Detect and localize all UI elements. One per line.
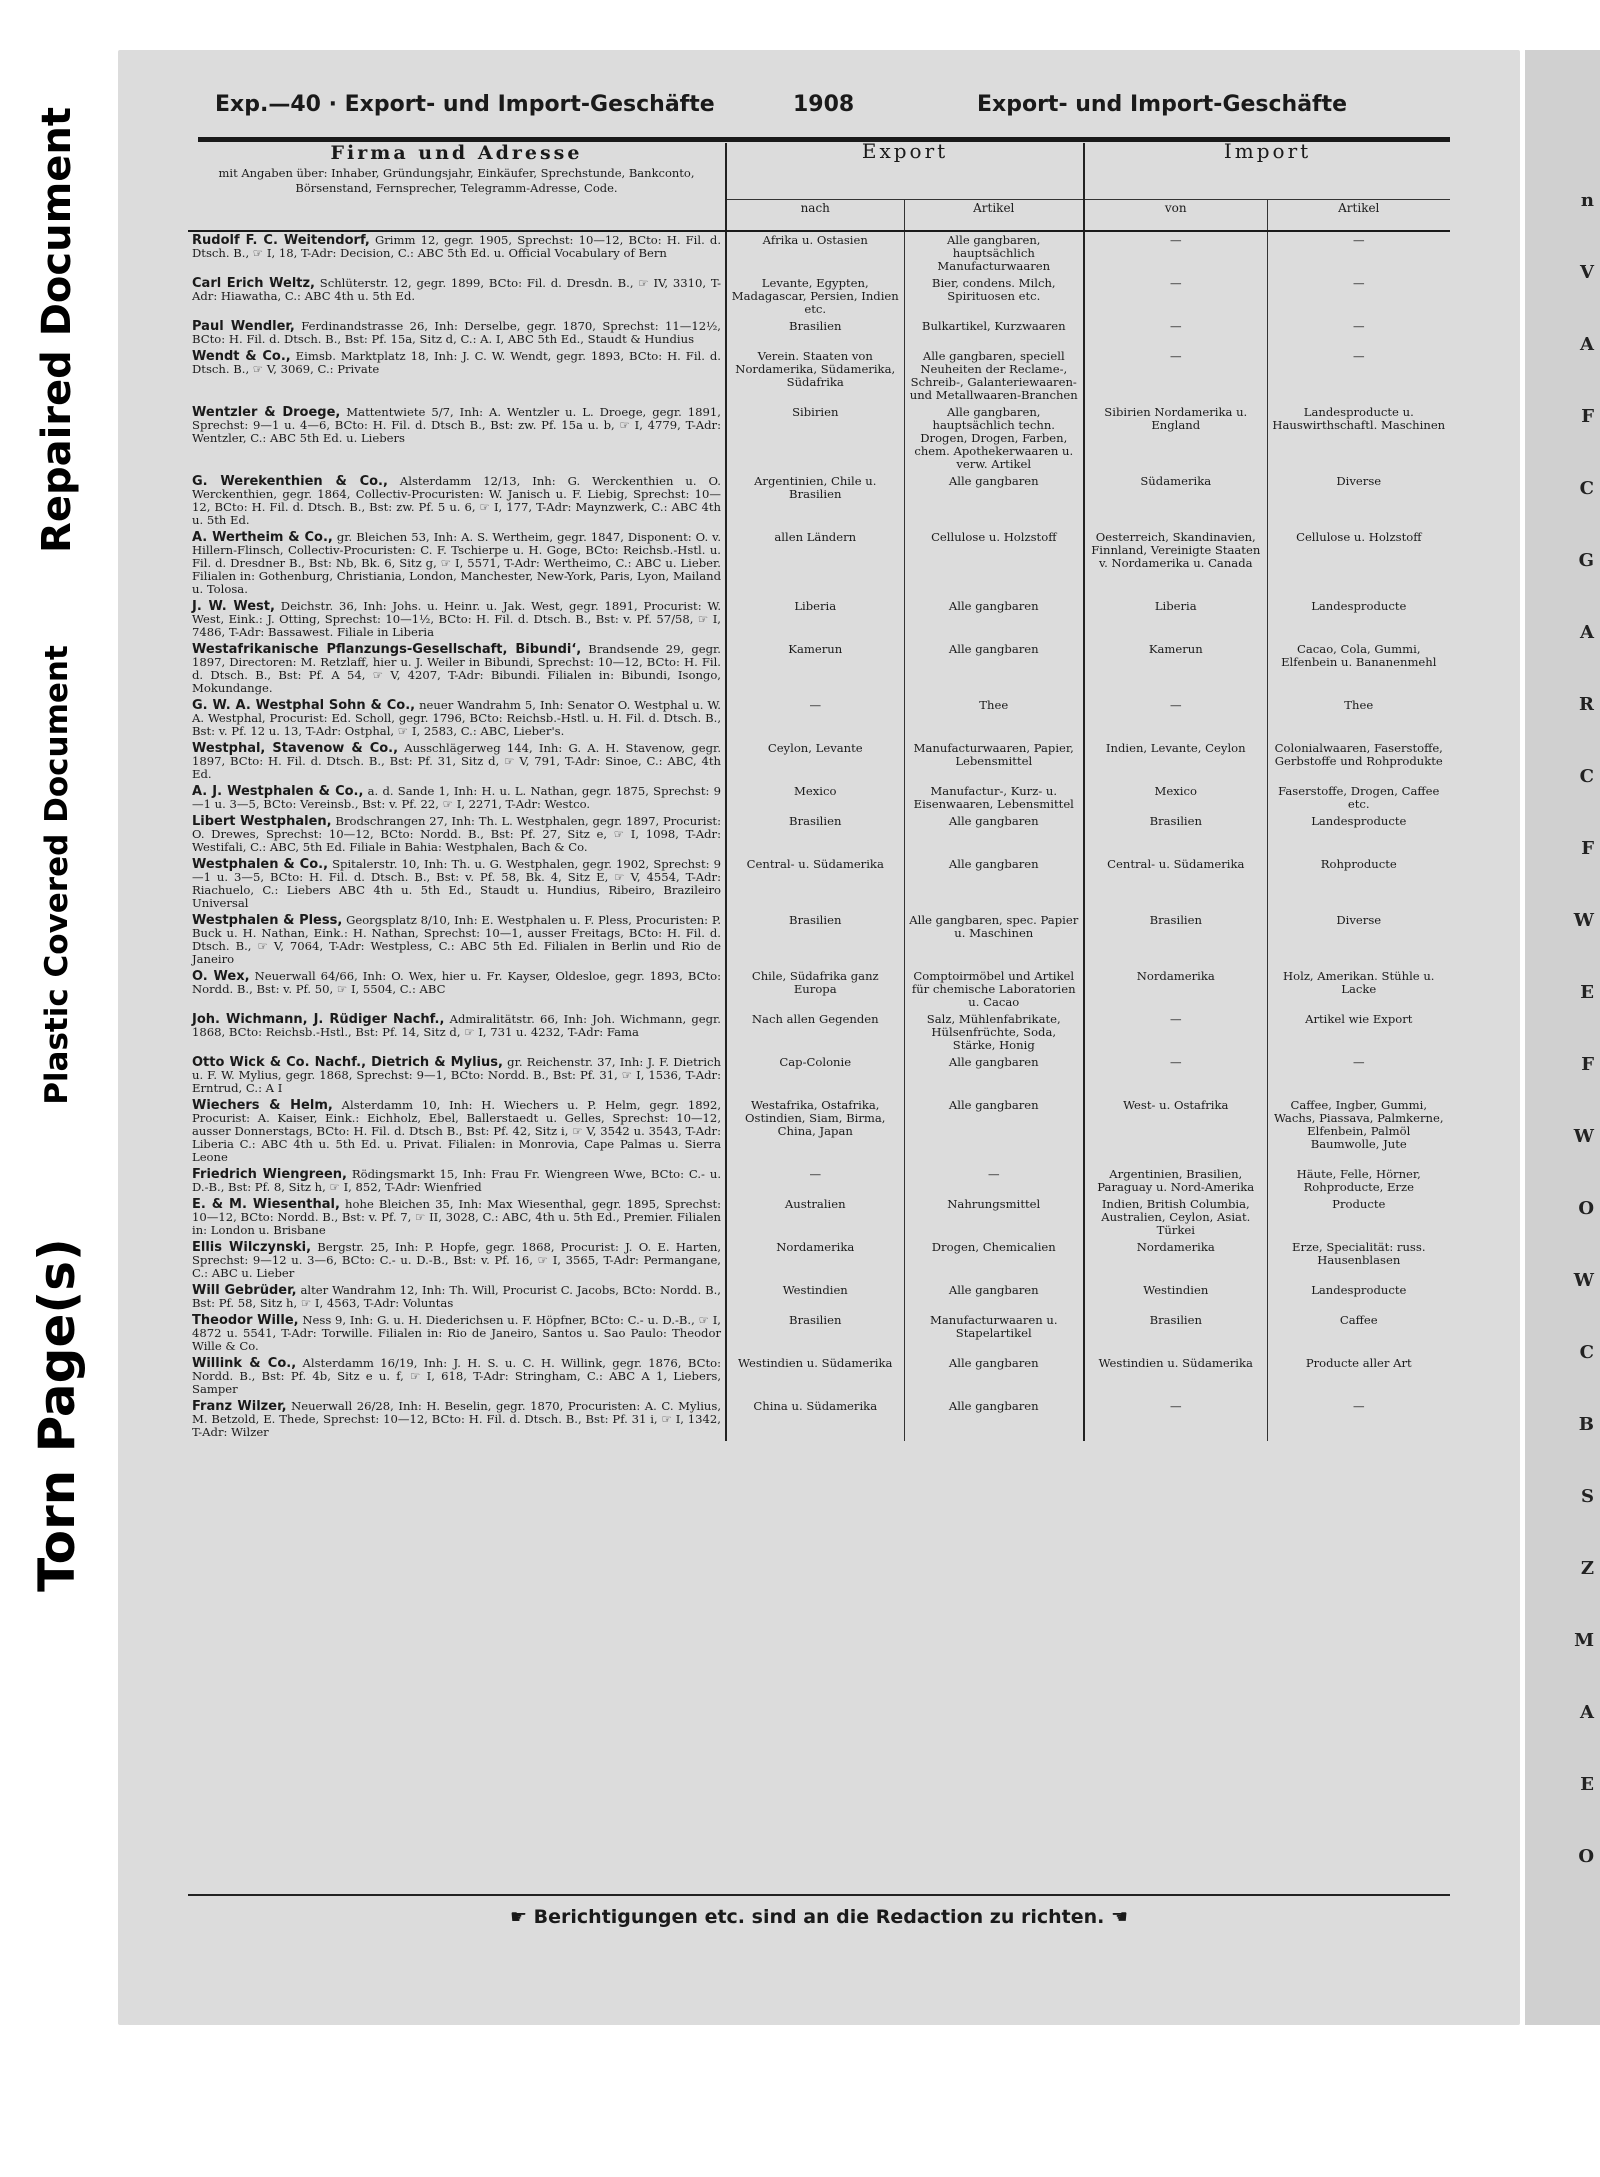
export-destination: Westindien u. Südamerika (726, 1355, 904, 1398)
table-row (188, 641, 1450, 697)
firm-details: Admiralitätstr. 66, Inh: Joh. Wichmann, gegr. 1868, BCto: Reichsb.-Hstl., Bst: Pf. 14, Sitz d, ☞ I, 731 u. 4232, T-Adr: Fama (192, 1012, 721, 1039)
adjacent-page-letter: E (1580, 982, 1594, 1003)
firm-details: Eimsb. Marktplatz 18, Inh: J. C. W. Wendt, gegr. 1893, BCto: H. Fil. d. Dtsch. B., ☞ V, 3069, C.: Private (192, 349, 721, 376)
export-destination: — (726, 697, 904, 740)
import-origin: Mexico (1084, 783, 1267, 813)
adjacent-page-letter: n (1580, 190, 1594, 211)
firm-name: Paul Wendler, (192, 319, 295, 334)
firm-entry (188, 641, 726, 697)
import-origin: Nordamerika (1084, 968, 1267, 1011)
page-header (215, 92, 1445, 128)
import-articles: — (1267, 275, 1450, 318)
import-articles: Colonialwaaren, Faserstoffe, Gerbstoffe und Rohprodukte (1267, 740, 1450, 783)
import-origin: Brasilien (1084, 912, 1267, 968)
firm-details: Alsterdamm 12/13, Inh: G. Werckenthien u. O. Werckenthien, gegr. 1864, Collectiv-Procuristen: W. Janisch u. F. Liebig, Sprechst: 10—12, BCto: H. Fil. d. Dtsch. B., Bst: zw. Pf. 5 u. 6, ☞ I, 177, T-Adr: Maynzwerk, C.: ABC 4th u. 5th Ed. (192, 474, 721, 527)
adjacent-page-letter: R (1579, 694, 1594, 715)
firm-entry (188, 1054, 726, 1097)
import-articles: Landesproducte (1267, 598, 1450, 641)
firm-entry (188, 598, 726, 641)
firm-name: Wiechers & Helm, (192, 1098, 333, 1113)
firm-details: Ferdinandstrasse 26, Inh: Derselbe, gegr. 1870, Sprechst: 11—12½, BCto: H. Fil. d. Dtsch. B., Bst: Pf. 15a, Sitz d, C.: A. I, ABC 5th Ed., Staudt & Hundius (192, 319, 721, 346)
adjacent-page-letter: Z (1580, 1558, 1594, 1579)
export-destination: Sibirien (726, 404, 904, 473)
import-origin: — (1084, 231, 1267, 275)
import-origin: Kamerun (1084, 641, 1267, 697)
firm-details: Rödingsmarkt 15, Inh: Frau Fr. Wiengreen Wwe, BCto: C.- u. D.-B., Bst: Pf. 8, Sitz h, ☞ I, 852, T-Adr: Wienfried (192, 1167, 721, 1194)
firm-entry (188, 1312, 726, 1355)
export-articles: Nahrungsmittel (904, 1196, 1084, 1239)
adjacent-page-letter: B (1578, 1414, 1594, 1435)
export-destination: Central- u. Südamerika (726, 856, 904, 912)
firm-entry (188, 697, 726, 740)
table-row (188, 1166, 1450, 1196)
adjacent-page-letter: S (1581, 1486, 1594, 1507)
import-articles: Holz, Amerikan. Stühle u. Lacke (1267, 968, 1450, 1011)
firm-name: E. & M. Wiesenthal, (192, 1197, 340, 1212)
export-articles: Alle gangbaren, hauptsächlich Manufacturwaaren (904, 231, 1084, 275)
import-articles: Rohproducte (1267, 856, 1450, 912)
firm-name: O. Wex, (192, 969, 250, 984)
firm-entry (188, 1282, 726, 1312)
firm-entry (188, 473, 726, 529)
export-articles: Alle gangbaren, hauptsächlich techn. Drogen, Drogen, Farben, chem. Apothekerwaaren u. verw. Artikel (904, 404, 1084, 473)
adjacent-page-letter: W (1573, 1126, 1594, 1147)
export-destination: Levante, Egypten, Madagascar, Persien, Indien etc. (726, 275, 904, 318)
firm-column-header (188, 143, 726, 231)
firm-details: Alsterdamm 16/19, Inh: J. H. S. u. C. H. Willink, gegr. 1876, BCto: Nordd. B., Bst: Pf. 4b, Sitz e u. f, ☞ I, 618, T-Adr: Stringham, C.: ABC A 1, Liebers, Samper (192, 1356, 721, 1396)
export-articles: Bulkartikel, Kurzwaaren (904, 318, 1084, 348)
table-row (188, 348, 1450, 404)
firm-name: Wendt & Co., (192, 349, 291, 364)
export-destination: China u. Südamerika (726, 1398, 904, 1441)
import-header: Import (1084, 143, 1450, 200)
import-origin: Sibirien Nordamerika u. England (1084, 404, 1267, 473)
export-artikel-header: Artikel (904, 200, 1084, 232)
firm-entry (188, 740, 726, 783)
repaired-document-label: Repaired Document (34, 107, 80, 553)
firm-details: Mattentwiete 5/7, Inh: A. Wentzler u. L. Droege, gegr. 1891, Sprechst: 9—1 u. 4—6, BCto: H. Fil. d. Dtsch B., Bst: zw. Pf. 15a u. b, ☞ I, 4779, T-Adr: Wentzler, C.: ABC 5th Ed. u. Liebers (192, 405, 721, 445)
adjacent-page-letter: E (1580, 1774, 1594, 1795)
import-articles: Landesproducte u. Hauswirthschaftl. Maschinen (1267, 404, 1450, 473)
firm-entry (188, 783, 726, 813)
firm-entry (188, 1196, 726, 1239)
import-articles: Producte (1267, 1196, 1450, 1239)
firm-entry (188, 1011, 726, 1054)
firm-details: hohe Bleichen 35, Inh: Max Wiesenthal, gegr. 1895, Sprechst: 10—12, BCto: Nordd. B., Bst: v. Pf. 7, ☞ II, 3028, C.: ABC, 4th u. 5th Ed., Premier. Filialen in: London u. Brisbane (192, 1197, 722, 1237)
import-articles: Artikel wie Export (1267, 1011, 1450, 1054)
export-destination: Australien (726, 1196, 904, 1239)
firm-name: G. W. A. Westphal Sohn & Co., (192, 698, 416, 713)
export-destination: Cap-Colonie (726, 1054, 904, 1097)
import-origin: Central- u. Südamerika (1084, 856, 1267, 912)
torn-pages-label: Torn Page(s) (28, 1238, 86, 1592)
import-origin: — (1084, 697, 1267, 740)
firm-details: Alsterdamm 10, Inh: H. Wiechers u. P. Helm, gegr. 1892, Procurist: A. Kaiser, Eink.: Eichholz, Ebel, Ballerstaedt u. Gelles, Sprechst: 10—12, ausser Donnerstags, BCto: H. Fil. d. Dtsch B., Bst: Pf. 42, Sitz i, ☞ V, 3542 u. 3543, T-Adr: Liberia C.: ABC 4th u. 5th Ed. u. Privat. Filialen: in Monrovia, Cape Palmas u. Sierra Leone (192, 1098, 722, 1164)
header-right: Export- und Import-Geschäfte (977, 92, 1348, 117)
firm-name: Westphal, Stavenow & Co., (192, 741, 399, 756)
firm-name: Willink & Co., (192, 1356, 297, 1371)
firm-name: Westphalen & Pless, (192, 913, 343, 928)
table-row (188, 813, 1450, 856)
footer-note: ☛ Berichtigungen etc. sind an die Redaction zu richten. ☚ (510, 1906, 1128, 1928)
firm-name: Westafrikanische Pflanzungs-Gesellschaft, Bibundi‘, (192, 642, 582, 657)
import-articles: — (1267, 1054, 1450, 1097)
import-origin: Indien, Levante, Ceylon (1084, 740, 1267, 783)
firm-details: Neuerwall 64/66, Inh: O. Wex, hier u. Fr. Kayser, Oldesloe, gegr. 1893, BCto: Nordd. B., Bst: v. Pf. 50, ☞ I, 5504, C.: ABC (192, 969, 721, 996)
adjacent-page-letter: W (1573, 910, 1594, 931)
import-origin: — (1084, 275, 1267, 318)
export-destination: Argentinien, Chile u. Brasilien (726, 473, 904, 529)
import-origin: Brasilien (1084, 1312, 1267, 1355)
firm-name: Rudolf F. C. Weitendorf, (192, 233, 370, 248)
firm-details: Ness 9, Inh: G. u. H. Diederichsen u. F. Höpfner, BCto: C.- u. D.-B., ☞ I, 4872 u. 5541, T-Adr: Torwille. Filialen in: Rio de Janeiro, Santos u. Sao Paulo: Theodor Wille & Co. (192, 1313, 721, 1353)
import-articles: Diverse (1267, 473, 1450, 529)
import-articles: Caffee, Ingber, Gummi, Wachs, Piassava, Palmkerne, Elfenbein, Palmöl Baumwolle, Jute (1267, 1097, 1450, 1166)
firm-details: gr. Reichenstr. 37, Inh: J. F. Dietrich u. F. W. Mylius, gegr. 1868, Sprechst: 9—1, BCto: Nordd. B., Bst: Pf. 31, ☞ I, 1536, T-Adr: Erntrud, C.: A I (192, 1055, 721, 1095)
import-articles: Diverse (1267, 912, 1450, 968)
firm-details: Bergstr. 25, Inh: P. Hopfe, gegr. 1868, Procurist: J. O. E. Harten, Sprechst: 9—12 u. 3—6, BCto: C.- u. D.-B., Bst: v. Pf. 16, ☞ I, 3565, T-Adr: Permangane, C.: ABC u. Lieber (192, 1240, 722, 1280)
firm-entry (188, 1398, 726, 1441)
firm-details: Georgsplatz 8/10, Inh: E. Westphalen u. F. Pless, Procuristen: P. Buck u. H. Nathan, Eink.: H. Nathan, Sprechst: 10—1, ausser Freitags, BCto: H. Fil. d. Dtsch. B., ☞ V, 7064, T-Adr: Westpless, C.: ABC 5th Ed. Filialen in Berlin und Rio de Janeiro (192, 913, 721, 966)
import-artikel-header: Artikel (1267, 200, 1450, 232)
firm-entry (188, 231, 726, 275)
export-articles: Manufactur-, Kurz- u. Eisenwaaren, Lebensmittel (904, 783, 1084, 813)
export-articles: Manufacturwaaren u. Stapelartikel (904, 1312, 1084, 1355)
firm-entry (188, 348, 726, 404)
import-articles: Häute, Felle, Hörner, Rohproducte, Erze (1267, 1166, 1450, 1196)
table-row (188, 529, 1450, 598)
export-articles: Comptoirmöbel und Artikel für chemische Laboratorien u. Cacao (904, 968, 1084, 1011)
export-destination: Kamerun (726, 641, 904, 697)
import-origin: Brasilien (1084, 813, 1267, 856)
import-origin: Westindien u. Südamerika (1084, 1355, 1267, 1398)
export-destination: Mexico (726, 783, 904, 813)
firm-title: Firma und Adresse (330, 142, 583, 164)
firm-details: Brodschrangen 27, Inh: Th. L. Westphalen, gegr. 1897, Procurist: O. Drewes, Sprechst: 10—12, BCto: Nordd. B., Bst: Pf. 27, Sitz e, ☞ I, 1098, T-Adr: Westifali, C.: ABC, 5th Ed. Filiale in Bahia: Westphalen, Bach & Co. (192, 814, 721, 854)
firm-details: Grimm 12, gegr. 1905, Sprechst: 10—12, BCto: H. Fil. d. Dtsch. B., ☞ I, 18, T-Adr: Decision, C.: ABC 5th Ed. u. Official Vocabulary of Bern (192, 233, 722, 260)
firm-name: Ellis Wilczynski, (192, 1240, 312, 1255)
export-articles: Alle gangbaren (904, 856, 1084, 912)
import-origin: Nordamerika (1084, 1239, 1267, 1282)
table-row (188, 1355, 1450, 1398)
import-articles: Cacao, Cola, Gummi, Elfenbein u. Bananenmehl (1267, 641, 1450, 697)
firm-name: Theodor Wille, (192, 1313, 299, 1328)
import-articles: — (1267, 1398, 1450, 1441)
table-row (188, 231, 1450, 275)
firm-name: Carl Erich Weltz, (192, 276, 315, 291)
firm-name: Franz Wilzer, (192, 1399, 287, 1414)
export-articles: Drogen, Chemicalien (904, 1239, 1084, 1282)
export-articles: Alle gangbaren (904, 641, 1084, 697)
export-articles: Alle gangbaren (904, 473, 1084, 529)
import-articles: Thee (1267, 697, 1450, 740)
adjacent-page-letter: F (1581, 1054, 1594, 1075)
firm-name: Will Gebrüder, (192, 1283, 297, 1298)
export-destination: Brasilien (726, 1312, 904, 1355)
firm-entry (188, 1355, 726, 1398)
adjacent-page-letter: A (1580, 622, 1594, 643)
export-destination: allen Ländern (726, 529, 904, 598)
import-origin: West- u. Ostafrika (1084, 1097, 1267, 1166)
header-year: 1908 (793, 92, 855, 117)
table-row (188, 473, 1450, 529)
export-articles: Alle gangbaren (904, 813, 1084, 856)
export-destination: Liberia (726, 598, 904, 641)
export-articles: Manufacturwaaren, Papier, Lebensmittel (904, 740, 1084, 783)
bottom-rule (188, 1894, 1450, 1896)
export-destination: — (726, 1166, 904, 1196)
export-destination: Nach allen Gegenden (726, 1011, 904, 1054)
firm-entry (188, 856, 726, 912)
firm-details: a. d. Sande 1, Inh: H. u. L. Nathan, gegr. 1875, Sprechst: 9—1 u. 3—5, BCto: Vereinsb., Bst: v. Pf. 22, ☞ I, 2271, T-Adr: Westco. (192, 784, 722, 811)
firm-entry (188, 1239, 726, 1282)
import-origin: Argentinien, Brasilien, Paraguay u. Nord-Amerika (1084, 1166, 1267, 1196)
firm-entry (188, 318, 726, 348)
plastic-covered-label: Plastic Covered Document (39, 645, 75, 1105)
firm-details: Brandsende 29, gegr. 1897, Directoren: M. Retzlaff, hier u. J. Weiler in Bibundi, Sprechst: 10—12, BCto: H. Fil. d. Dtsch. B., Bst: Pf. A 54, ☞ V, 4207, T-Adr: Bibundi. Filialen in: Bibundi, Isongo, Mokundange. (192, 642, 721, 695)
import-articles: Faserstoffe, Drogen, Caffee etc. (1267, 783, 1450, 813)
export-destination: Westindien (726, 1282, 904, 1312)
import-origin: Oesterreich, Skandinavien, Finnland, Vereinigte Staaten v. Nordamerika u. Canada (1084, 529, 1267, 598)
export-destination: Westafrika, Ostafrika, Ostindien, Siam, Birma, China, Japan (726, 1097, 904, 1166)
table-row (188, 1196, 1450, 1239)
import-articles: Producte aller Art (1267, 1355, 1450, 1398)
table-row (188, 404, 1450, 473)
export-articles: Alle gangbaren (904, 598, 1084, 641)
import-origin: — (1084, 1398, 1267, 1441)
firm-entry (188, 404, 726, 473)
adjacent-page-letter: O (1578, 1846, 1594, 1867)
table-row (188, 1239, 1450, 1282)
adjacent-page-letter: C (1579, 766, 1594, 787)
import-articles: Erze, Specialität: russ. Hausenblasen (1267, 1239, 1450, 1282)
import-origin: Liberia (1084, 598, 1267, 641)
export-articles: Alle gangbaren (904, 1282, 1084, 1312)
firm-entry (188, 275, 726, 318)
import-articles: — (1267, 348, 1450, 404)
adjacent-page-letter: A (1580, 1702, 1594, 1723)
table-row (188, 783, 1450, 813)
import-articles: — (1267, 231, 1450, 275)
adjacent-page-letter: F (1581, 406, 1594, 427)
import-origin: — (1084, 318, 1267, 348)
export-articles: Bier, condens. Milch, Spirituosen etc. (904, 275, 1084, 318)
table-row (188, 598, 1450, 641)
import-origin: Westindien (1084, 1282, 1267, 1312)
firm-name: G. Werekenthien & Co., (192, 474, 388, 489)
export-destination: Chile, Südafrika ganz Europa (726, 968, 904, 1011)
export-articles: Alle gangbaren (904, 1398, 1084, 1441)
firm-entry (188, 912, 726, 968)
table-row (188, 856, 1450, 912)
adjacent-page-edge (1525, 50, 1600, 2025)
import-origin: Südamerika (1084, 473, 1267, 529)
firm-name: Friedrich Wiengreen, (192, 1167, 347, 1182)
table-row (188, 740, 1450, 783)
firm-entry (188, 529, 726, 598)
firm-entry (188, 968, 726, 1011)
import-articles: Caffee (1267, 1312, 1450, 1355)
firm-details: neuer Wandrahm 5, Inh: Senator O. Westphal u. W. A. Westphal, Procurist: Ed. Scholl, gegr. 1796, BCto: Reichsb.-Hstl. u. H. Fil. d. Dtsch. B., Bst: v. Pf. 12 u. 13, T-Adr: Ostphal, ☞ I, 2583, C.: ABC, Lieber's. (192, 698, 721, 738)
table-row (188, 1097, 1450, 1166)
firm-name: Libert Westphalen, (192, 814, 332, 829)
firm-entry (188, 1166, 726, 1196)
export-articles: Alle gangbaren (904, 1355, 1084, 1398)
table-row (188, 1282, 1450, 1312)
table-row (188, 275, 1450, 318)
adjacent-page-letter: C (1579, 1342, 1594, 1363)
import-articles: Cellulose u. Holzstoff (1267, 529, 1450, 598)
export-destination: Nordamerika (726, 1239, 904, 1282)
firm-entry (188, 1097, 726, 1166)
firm-details: Neuerwall 26/28, Inh: H. Beselin, gegr. 1870, Procuristen: A. C. Mylius, M. Betzold, E. Thede, Sprechst: 10—12, BCto: H. Fil. d. Dtsch. B., Bst: Pf. 31 i, ☞ I, 1342, T-Adr: Wilzer (192, 1399, 722, 1439)
export-destination: Brasilien (726, 813, 904, 856)
import-origin: — (1084, 1054, 1267, 1097)
table-row (188, 318, 1450, 348)
export-header: Export (726, 143, 1084, 200)
adjacent-page-letter: W (1573, 1270, 1594, 1291)
firm-subtitle: mit Angaben über: Inhaber, Gründungsjahr, Einkäufer, Sprechstunde, Bankconto, Börsenstand, Fernsprecher, Telegramm-Adresse, Code. (218, 166, 695, 195)
export-nach-header: nach (726, 200, 904, 232)
firm-details: Ausschlägerweg 144, Inh: G. A. H. Stavenow, gegr. 1897, BCto: H. Fil. d. Dtsch. B., Bst: Pf. 31, Sitz d, ☞ V, 791, T-Adr: Sinoe, C.: ABC, 4th Ed. (192, 741, 722, 781)
firm-name: Westphalen & Co., (192, 857, 329, 872)
firm-details: Spitalerstr. 10, Inh: Th. u. G. Westphalen, gegr. 1902, Sprechst: 9—1 u. 3—5, BCto: H. Fil. d. Dtsch. B., Bst: v. Pf. 58, Bk. 4, Sitz E, ☞ V, 4554, T-Adr: Riachuelo, C.: Liebers ABC 4th u. 5th Ed., Staudt u. Hundius, Ribeiro, Brazileiro Universal (192, 857, 722, 910)
firm-name: Joh. Wichmann, J. Rüdiger Nachf., (192, 1012, 445, 1027)
firm-name: A. Wertheim & Co., (192, 530, 333, 545)
table-row (188, 968, 1450, 1011)
firm-name: A. J. Westphalen & Co., (192, 784, 364, 799)
firm-name: J. W. West, (192, 599, 275, 614)
table-row (188, 1398, 1450, 1441)
adjacent-page-letter: G (1578, 550, 1594, 571)
adjacent-page-letter: F (1581, 838, 1594, 859)
export-articles: Salz, Mühlenfabrikate, Hülsenfrüchte, Soda, Stärke, Honig (904, 1011, 1084, 1054)
table-row (188, 697, 1450, 740)
import-von-header: von (1084, 200, 1267, 232)
table-row (188, 1011, 1450, 1054)
firm-details: gr. Bleichen 53, Inh: A. S. Wertheim, gegr. 1847, Disponent: O. v. Hillern-Flinsch, Collectiv-Procuristen: C. F. Tschierpe u. H. Goge, BCto: Reichsb.-Hstl. u. Fil. d. Dresdner B., Bst: Nb, Bk. 6, Sitz g, ☞ I, 5571, T-Adr: Wertheimo, C.: ABC u. Lieber. Filialen in: Gothenburg, Christiania, London, Manchester, New-York, Paris, Lyon, Mailand u. Tolosa. (192, 530, 722, 596)
import-origin: — (1084, 1011, 1267, 1054)
export-articles: Alle gangbaren (904, 1097, 1084, 1166)
scan-annotation-sidebar (0, 0, 115, 1640)
firm-name: Otto Wick & Co. Nachf., Dietrich & Mylius, (192, 1055, 503, 1070)
import-origin: Indien, British Columbia, Australien, Ceylon, Asiat. Türkei (1084, 1196, 1267, 1239)
table-row (188, 1054, 1450, 1097)
export-destination: Verein. Staaten von Nordamerika, Südamerika, Südafrika (726, 348, 904, 404)
import-articles: — (1267, 318, 1450, 348)
adjacent-page-letter: M (1574, 1630, 1594, 1651)
export-articles: Alle gangbaren, spec. Papier u. Maschinen (904, 912, 1084, 968)
adjacent-page-letter: V (1580, 262, 1594, 283)
firm-entry (188, 813, 726, 856)
table-row (188, 1312, 1450, 1355)
export-articles: — (904, 1166, 1084, 1196)
import-origin: — (1084, 348, 1267, 404)
export-articles: Alle gangbaren, speciell Neuheiten der Reclame-, Schreib-, Galanteriewaaren- und Metallwaaren-Branchen (904, 348, 1084, 404)
firm-details: alter Wandrahm 12, Inh: Th. Will, Procurist C. Jacobs, BCto: Nordd. B., Bst: Pf. 58, Sitz h, ☞ I, 4563, T-Adr: Voluntas (192, 1283, 721, 1310)
firm-name: Wentzler & Droege, (192, 405, 341, 420)
export-articles: Thee (904, 697, 1084, 740)
adjacent-page-letter: O (1578, 1198, 1594, 1219)
export-destination: Brasilien (726, 912, 904, 968)
export-destination: Ceylon, Levante (726, 740, 904, 783)
adjacent-page-letter: A (1580, 334, 1594, 355)
header-left: Exp.—40 · Export- und Import-Geschäfte (215, 92, 715, 117)
directory-table (188, 139, 1450, 1441)
export-destination: Brasilien (726, 318, 904, 348)
firm-details: Deichstr. 36, Inh: Johs. u. Heinr. u. Jak. West, gegr. 1891, Procurist: W. West, Eink.: J. Otting, Sprechst: 10—1½, BCto: H. Fil. d. Dtsch. B., Bst: v. Pf. 57/58, ☞ I, 7486, T-Adr: Bassawest. Filiale in Liberia (192, 599, 722, 639)
adjacent-page-letter: C (1579, 478, 1594, 499)
import-articles: Landesproducte (1267, 813, 1450, 856)
firm-details: Schlüterstr. 12, gegr. 1899, BCto: Fil. d. Dresdn. B., ☞ IV, 3310, T-Adr: Hiawatha, C.: ABC 4th u. 5th Ed. (192, 276, 721, 303)
export-destination: Afrika u. Ostasien (726, 231, 904, 275)
table-row (188, 912, 1450, 968)
export-articles: Cellulose u. Holzstoff (904, 529, 1084, 598)
export-articles: Alle gangbaren (904, 1054, 1084, 1097)
import-articles: Landesproducte (1267, 1282, 1450, 1312)
